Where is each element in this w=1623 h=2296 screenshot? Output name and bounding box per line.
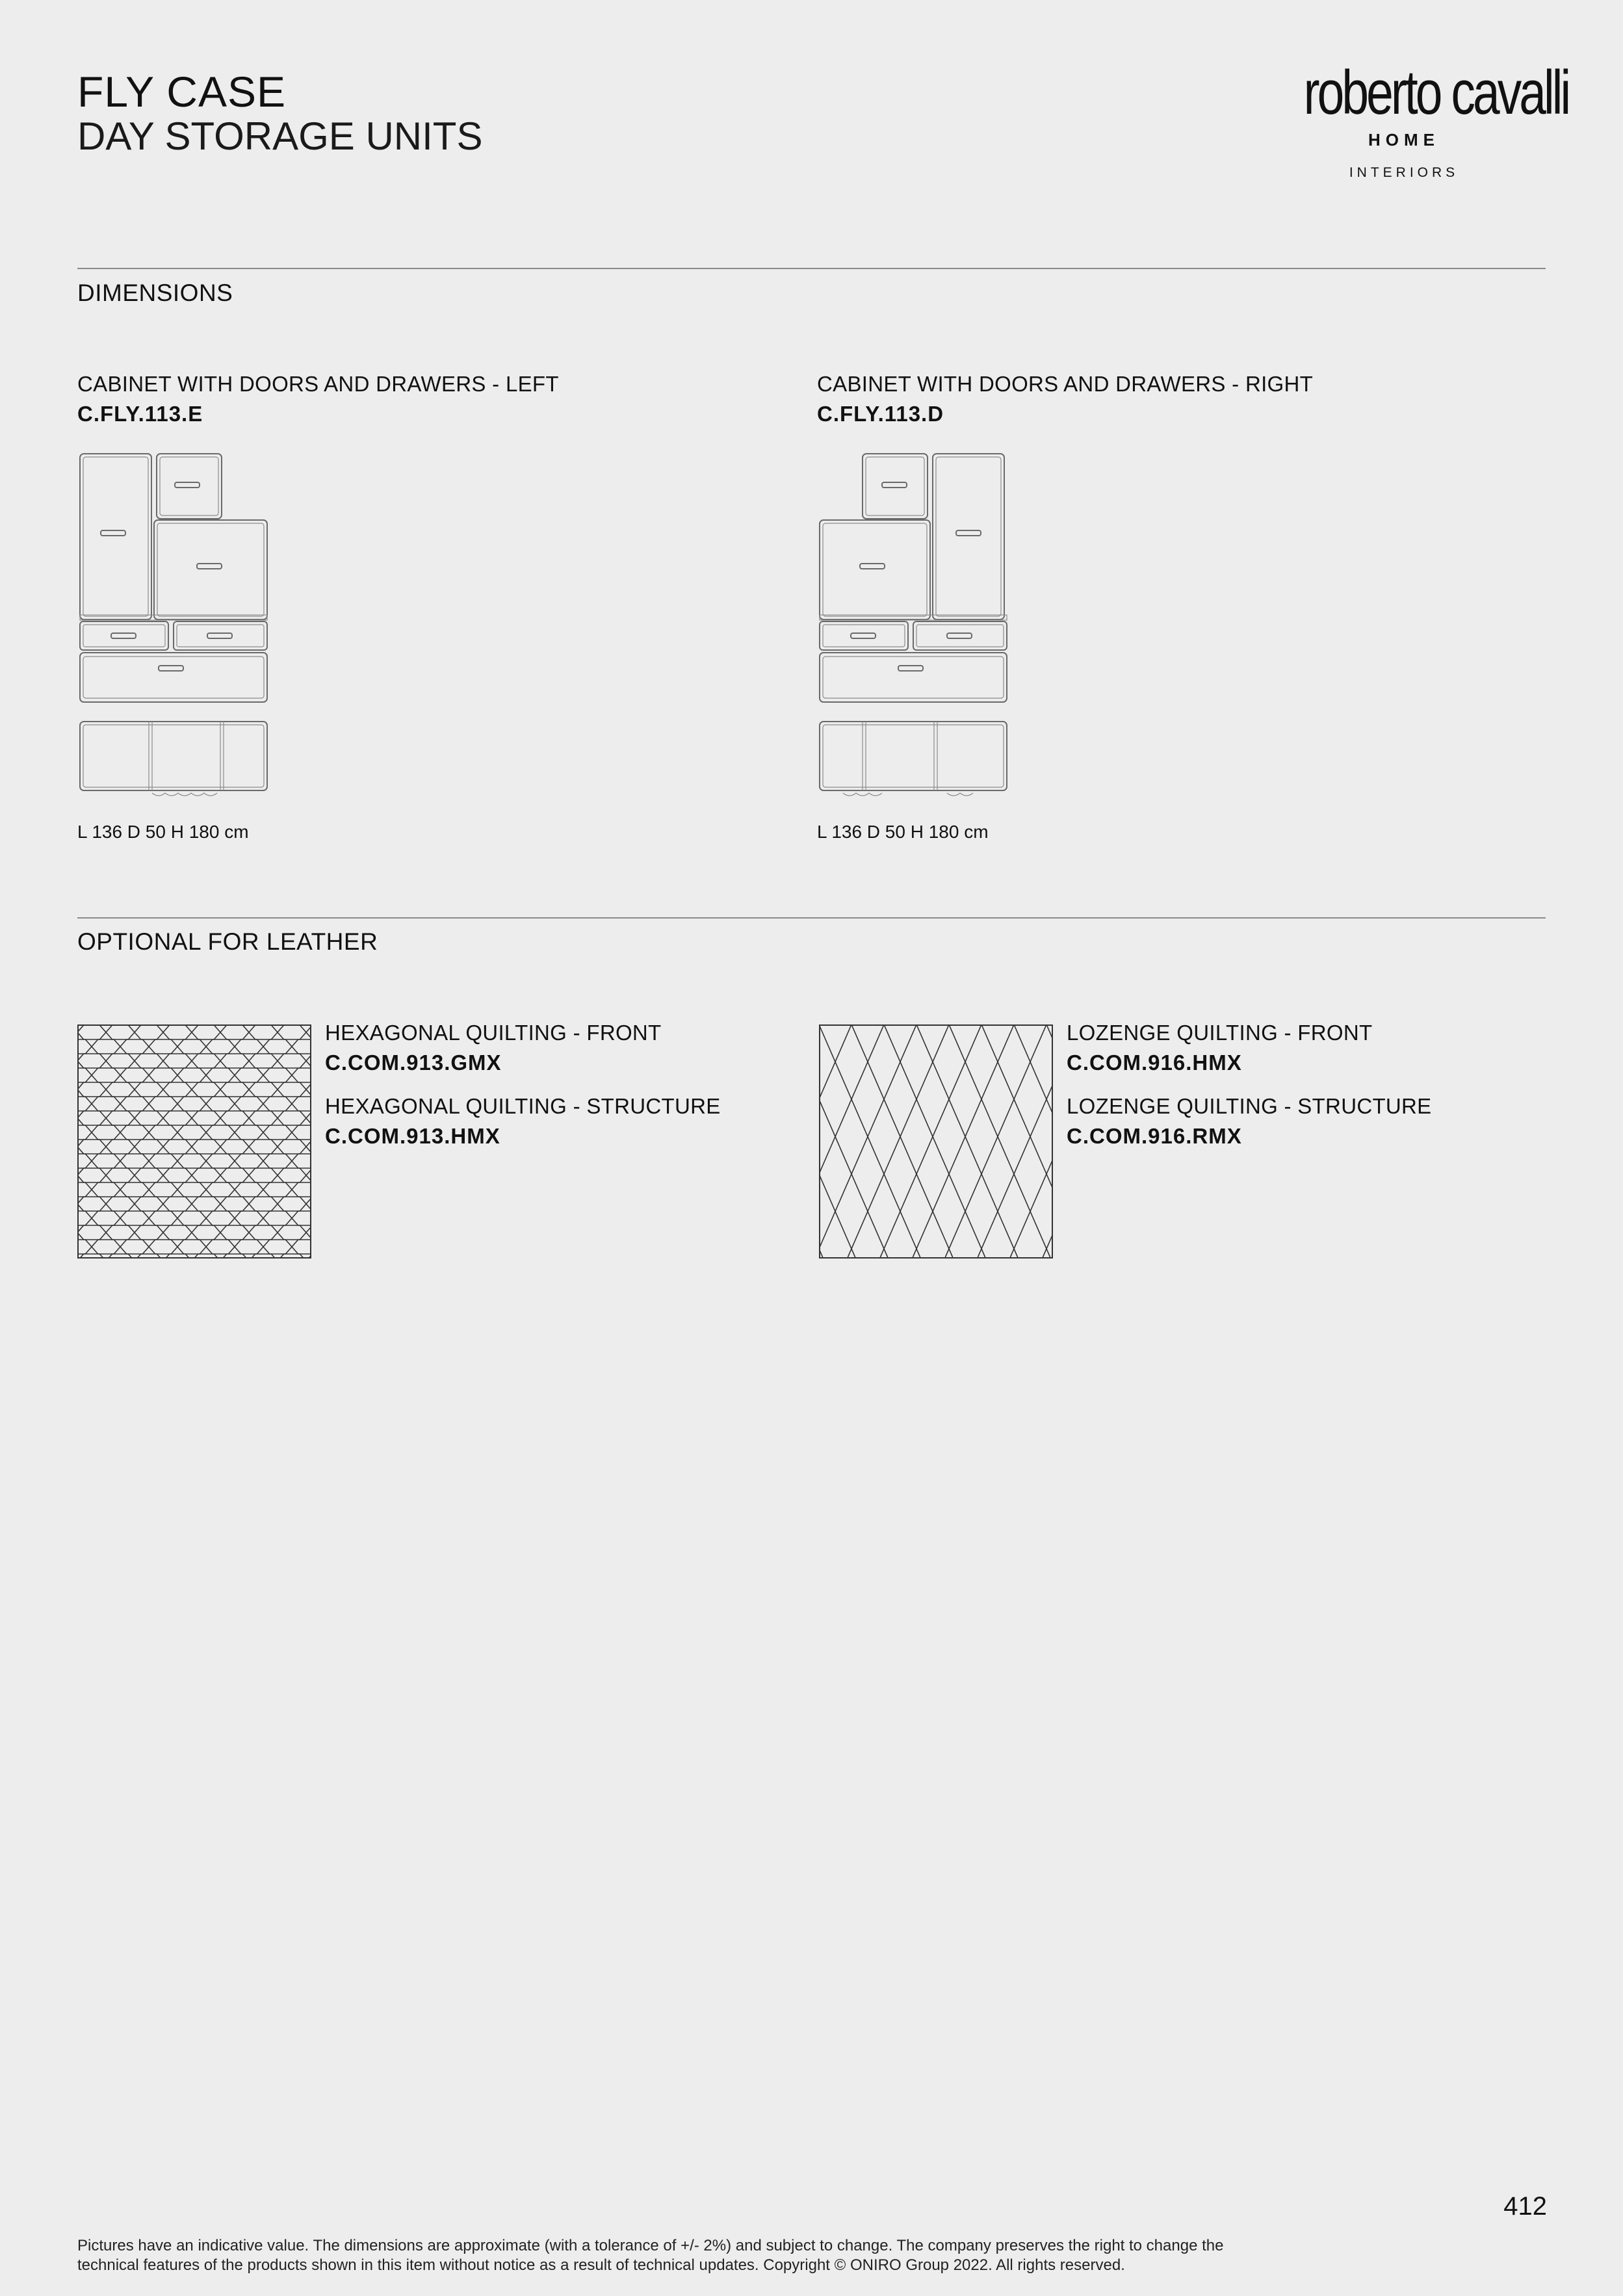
lozenge-structure-label: LOZENGE QUILTING - STRUCTURE <box>1067 1094 1432 1118</box>
product-label-left: CABINET WITH DOORS AND DRAWERS - LEFT <box>77 372 559 396</box>
section-divider <box>77 268 1546 269</box>
product-dimensions-left: L 136 D 50 H 180 cm <box>77 822 249 842</box>
bottom-drawer <box>80 653 267 702</box>
top-small-box <box>863 454 928 519</box>
bottom-drawer <box>820 653 1007 702</box>
middle-box <box>820 520 930 620</box>
lozenge-structure-code: C.COM.916.RMX <box>1067 1124 1242 1148</box>
optional-heading: OPTIONAL FOR LEATHER <box>77 928 378 955</box>
cabinet-left-drawing <box>77 449 272 800</box>
plan-view <box>820 722 1007 790</box>
page-number: 412 <box>1503 2192 1547 2221</box>
drawer-1 <box>820 621 908 650</box>
brand-name: roberto cavalli <box>1303 58 1569 127</box>
brand-logo <box>1235 58 1569 127</box>
product-code-right: C.FLY.113.D <box>817 402 944 426</box>
lozenge-front-label: LOZENGE QUILTING - FRONT <box>1067 1021 1373 1045</box>
drawer-1 <box>80 621 168 650</box>
section-divider <box>77 917 1546 919</box>
product-label-right: CABINET WITH DOORS AND DRAWERS - RIGHT <box>817 372 1314 396</box>
brand-line-home: HOME <box>1368 130 1440 150</box>
dimensions-heading: DIMENSIONS <box>77 280 233 306</box>
drawer-2 <box>174 621 267 650</box>
top-small-box <box>157 454 222 519</box>
tall-door <box>933 454 1004 620</box>
legal-footer <box>77 2236 1377 2275</box>
product-code-left: C.FLY.113.E <box>77 402 203 426</box>
footer-line-2: technical features of the products shown in this item without notice as a result of technical updates. Copyright © ONIRO Group 2022. All rights reserved. <box>77 2256 1125 2274</box>
lozenge-front-code: C.COM.916.HMX <box>1067 1050 1242 1075</box>
drawer-2 <box>913 621 1007 650</box>
product-dimensions-right: L 136 D 50 H 180 cm <box>817 822 989 842</box>
hex-structure-label: HEXAGONAL QUILTING - STRUCTURE <box>325 1094 721 1118</box>
tall-door <box>80 454 151 620</box>
hex-front-label: HEXAGONAL QUILTING - FRONT <box>325 1021 662 1045</box>
hexagonal-quilting-swatch <box>77 1024 311 1259</box>
middle-box <box>154 520 267 620</box>
lozenge-quilting-swatch <box>819 1024 1053 1259</box>
plan-view <box>80 722 267 790</box>
hex-structure-code: C.COM.913.HMX <box>325 1124 500 1148</box>
footer-line-1: Pictures have an indicative value. The dimensions are approximate (with a tolerance of +/- 2%) and subject to change. The company preserves the right to change the <box>77 2237 1224 2254</box>
hex-front-code: C.COM.913.GMX <box>325 1050 502 1075</box>
page-subtitle: DAY STORAGE UNITS <box>77 114 483 158</box>
page-title: FLY CASE <box>77 68 287 116</box>
brand-line-interiors: INTERIORS <box>1349 165 1459 180</box>
cabinet-right-drawing <box>817 449 1012 800</box>
